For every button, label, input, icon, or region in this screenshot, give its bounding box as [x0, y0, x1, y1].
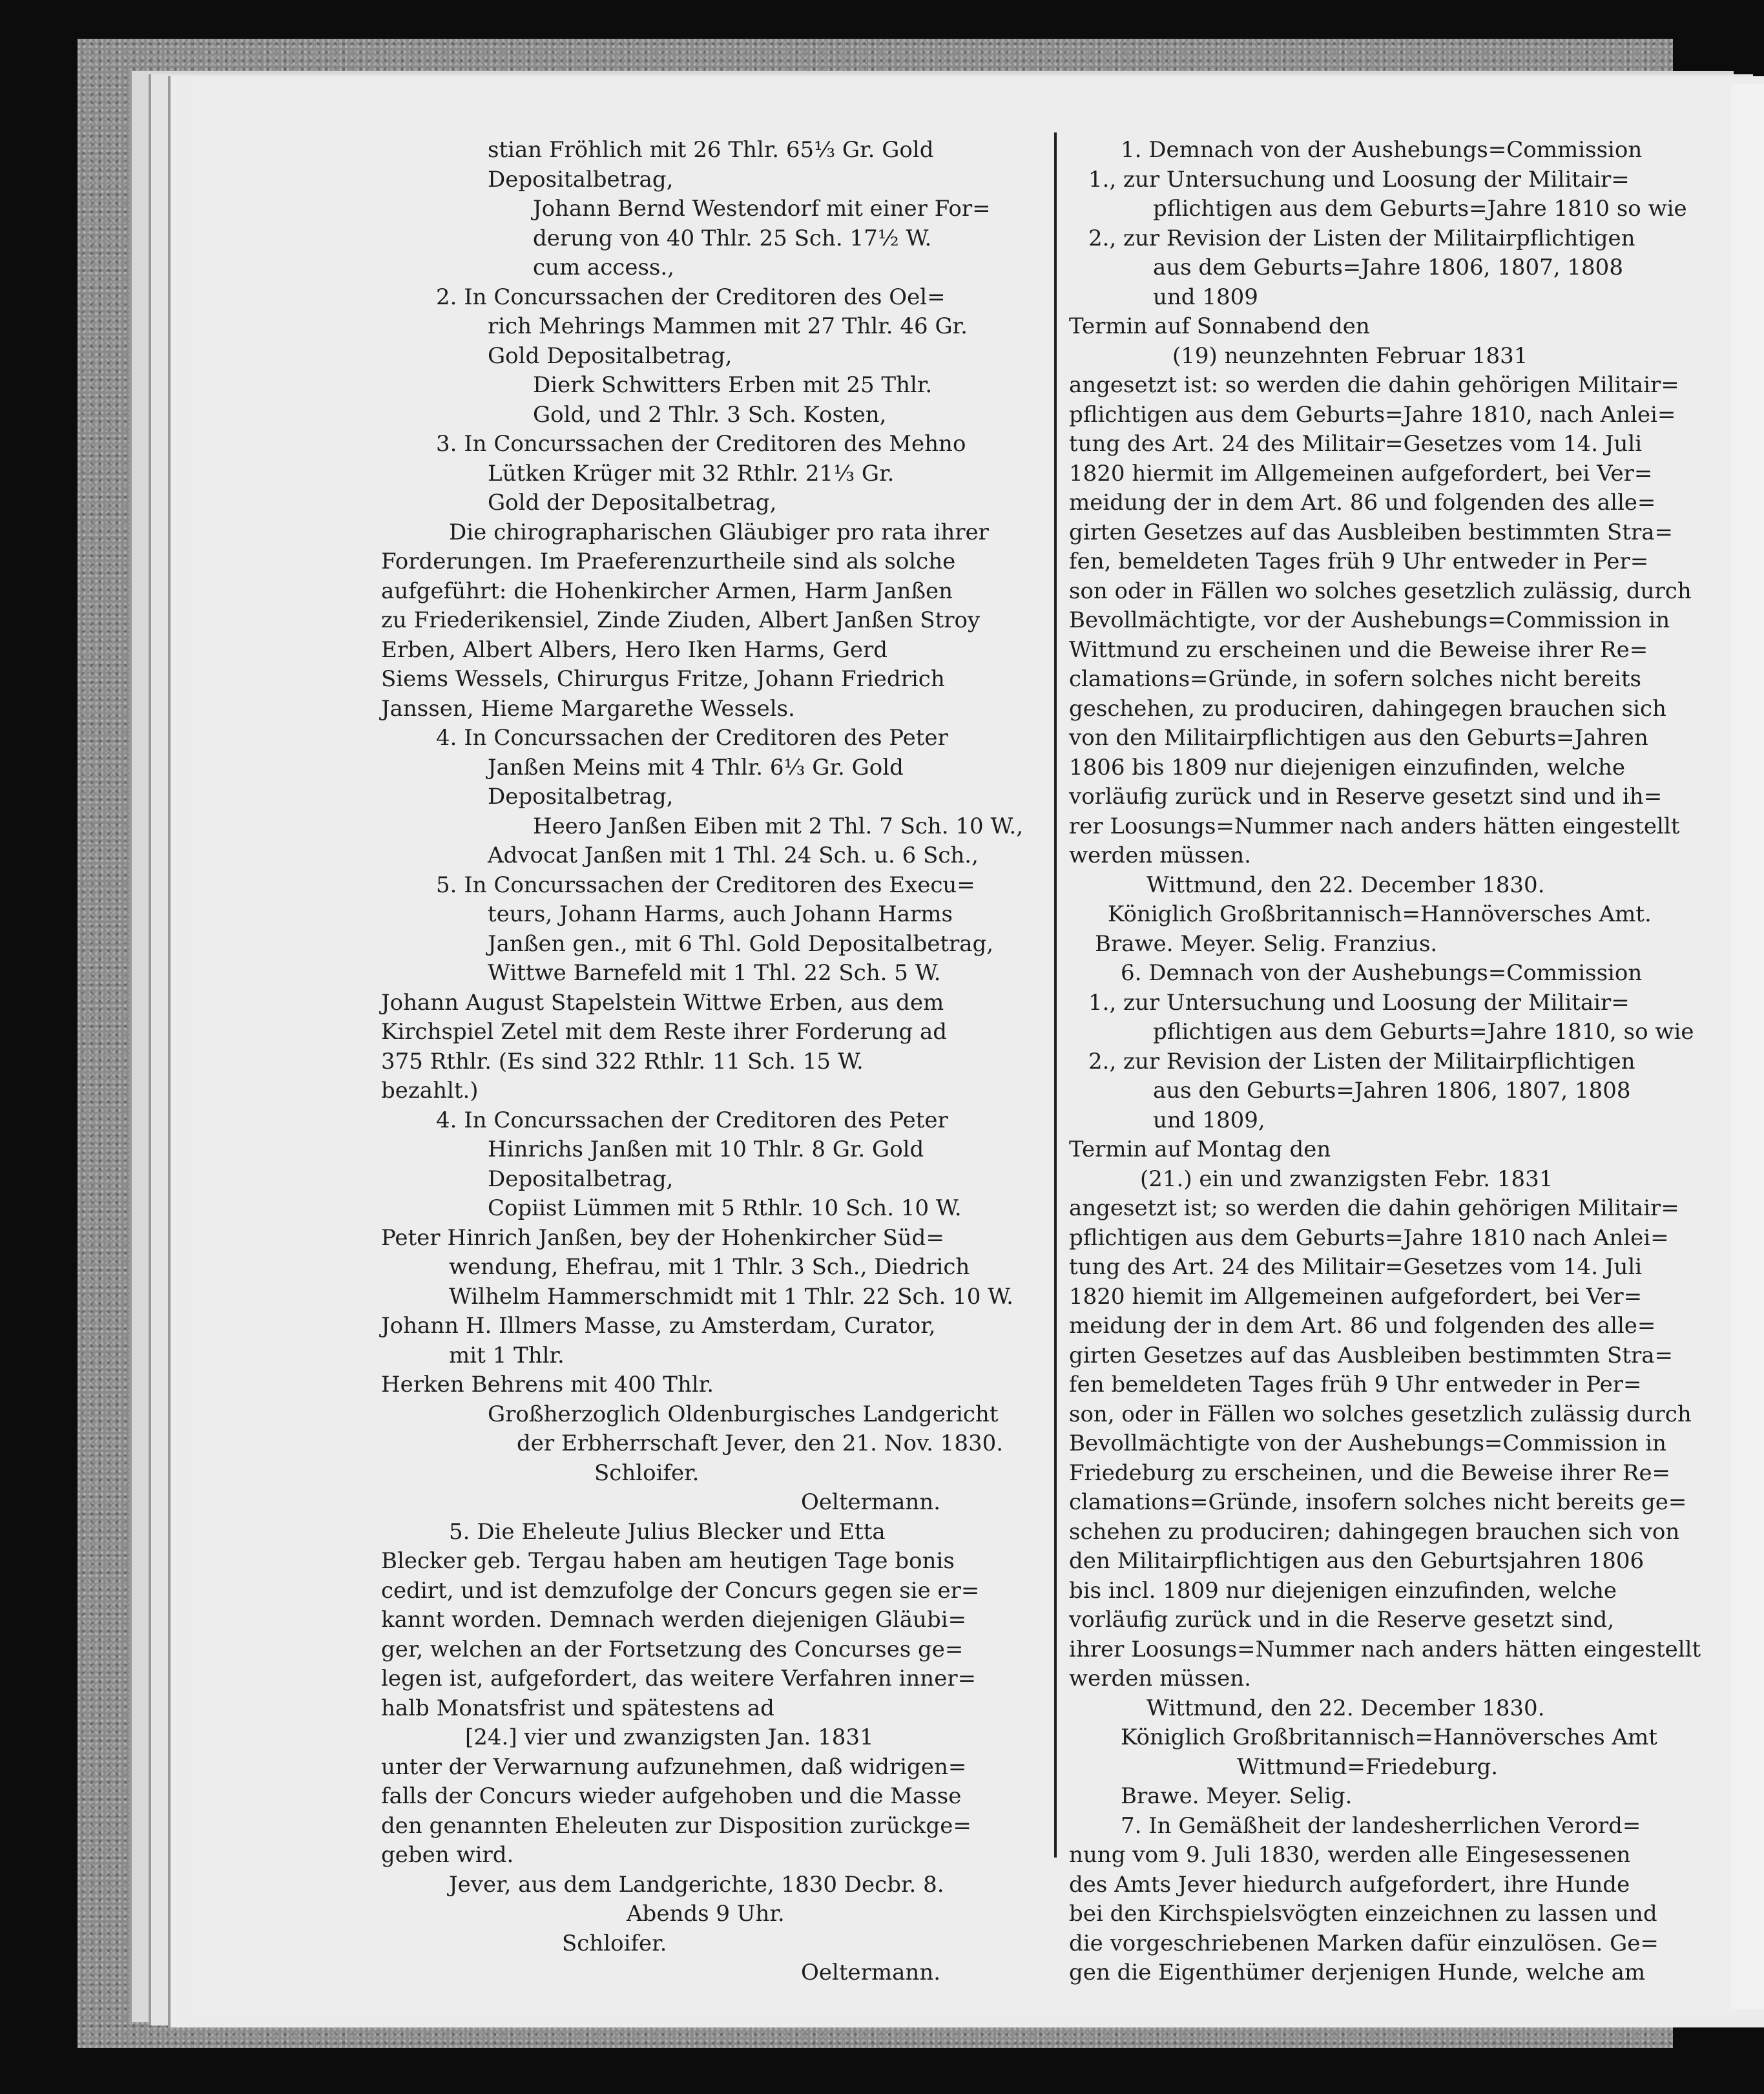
- text-line: Heero Janßen Eiben mit 2 Thl. 7 Sch. 10 W.,: [533, 813, 1024, 839]
- text-line: Wittmund, den 22. December 1830.: [1147, 872, 1545, 898]
- text-line: meidung der in dem Art. 86 und folgenden des alle=: [1069, 490, 1656, 516]
- text-line: fen, bemeldeten Tages früh 9 Uhr entweder in Per=: [1069, 549, 1649, 574]
- text-line: schehen zu produciren; dahingegen brauchen sich von: [1069, 1518, 1680, 1545]
- text-line: angesetzt ist; so werden die dahin gehörigen Militair=: [1069, 1195, 1679, 1221]
- text-line: ihrer Loosungs=Nummer nach anders hätten eingestellt: [1069, 1636, 1701, 1662]
- text-line: 1., zur Untersuchung und Loosung der Militair=: [1088, 989, 1630, 1016]
- text-line: des Amts Jever hiedurch aufgefordert, ihre Hunde: [1069, 1871, 1630, 1898]
- text-line: girten Gesetzes auf das Ausbleiben bestimmten Stra=: [1069, 1342, 1673, 1368]
- text-line: falls der Concurs wieder aufgehoben und die Masse: [381, 1783, 962, 1809]
- text-line: Advocat Janßen mit 1 Thl. 24 Sch. u. 6 Sch.,: [488, 843, 979, 868]
- text-line: cum access.,: [533, 255, 674, 280]
- text-line: tung des Art. 24 des Militair=Gesetzes vom 14. Juli: [1069, 431, 1643, 457]
- text-line: Abends 9 Uhr.: [627, 1901, 785, 1927]
- text-line: Siems Wessels, Chirurgus Fritze, Johann Friedrich: [381, 666, 945, 692]
- text-line: clamations=Gründe, insofern solches nicht bereits ge=: [1069, 1489, 1687, 1515]
- text-line: von den Militairpflichtigen aus den Geburts=Jahren: [1069, 725, 1648, 751]
- text-line: vorläufig zurück und in Reserve gesetzt sind und ih=: [1069, 784, 1663, 810]
- text-line: und 1809: [1153, 284, 1258, 310]
- text-line: der Erbherrschaft Jever, den 21. Nov. 1830.: [517, 1430, 1004, 1456]
- text-line: Termin auf Montag den: [1069, 1136, 1331, 1162]
- text-line: Forderungen. Im Praeferenzurtheile sind als solche: [381, 549, 956, 574]
- text-line: Wittmund zu erscheinen und die Beweise ihrer Re=: [1069, 636, 1648, 663]
- text-line: Blecker geb. Tergau haben am heutigen Tage bonis: [381, 1548, 955, 1574]
- text-line: Großherzoglich Oldenburgisches Landgericht: [488, 1401, 999, 1427]
- text-line: Oeltermann.: [801, 1960, 941, 1985]
- text-line: (21.) ein und zwanzigsten Febr. 1831: [1140, 1166, 1553, 1192]
- text-line: Hinrichs Janßen mit 10 Thlr. 8 Gr. Gold: [488, 1136, 924, 1162]
- right-text-column: [1069, 136, 1715, 1988]
- text-line: Bevollmächtigte, vor der Aushebungs=Commission in: [1069, 607, 1670, 633]
- text-line: Wittmund=Friedeburg.: [1237, 1754, 1499, 1780]
- text-line: und 1809,: [1153, 1107, 1265, 1133]
- text-line: Kirchspiel Zetel mit dem Reste ihrer Forderung ad: [381, 1019, 948, 1045]
- text-line: den Militairpflichtigen aus den Geburtsjahren 1806: [1069, 1548, 1645, 1574]
- text-line: bezahlt.): [381, 1078, 479, 1104]
- text-line: unter der Verwarnung aufzunehmen, daß widrigen=: [381, 1754, 967, 1780]
- text-line: 2., zur Revision der Listen der Militairpflichtigen: [1088, 225, 1635, 251]
- text-line: 7. In Gemäßheit der landesherrlichen Verord=: [1121, 1812, 1641, 1839]
- text-line: tung des Art. 24 des Militair=Gesetzes vom 14. Juli: [1069, 1254, 1643, 1280]
- text-line: Copiist Lümmen mit 5 Rthlr. 10 Sch. 10 W.: [488, 1195, 962, 1221]
- text-line: 4. In Concurssachen der Creditoren des Peter: [436, 725, 948, 751]
- text-line: Wittwe Barnefeld mit 1 Thl. 22 Sch. 5 W.: [488, 960, 941, 986]
- text-line: Jever, aus dem Landgerichte, 1830 Decbr. 8.: [449, 1871, 944, 1898]
- text-line: vorläufig zurück und in die Reserve gesetzt sind,: [1069, 1607, 1615, 1633]
- text-line: angesetzt ist: so werden die dahin gehörigen Militair=: [1069, 372, 1679, 398]
- text-line: 1., zur Untersuchung und Loosung der Militair=: [1088, 166, 1630, 193]
- text-line: aufgeführt: die Hohenkircher Armen, Harm Janßen: [381, 578, 953, 604]
- text-line: nung vom 9. Juli 1830, werden alle Eingesessenen: [1069, 1842, 1631, 1868]
- text-line: Janßen gen., mit 6 Thl. Gold Depositalbetrag,: [488, 930, 994, 957]
- text-line: geschehen, zu produciren, dahingegen brauchen sich: [1069, 695, 1666, 722]
- text-line: Königlich Großbritannisch=Hannöversches Amt: [1121, 1724, 1657, 1750]
- text-line: zu Friederikensiel, Zinde Ziuden, Albert Janßen Stroy: [381, 607, 981, 633]
- text-line: Peter Hinrich Janßen, bey der Hohenkircher Süd=: [381, 1224, 944, 1251]
- text-line: 1820 hiermit im Allgemeinen aufgefordert, bei Ver=: [1069, 460, 1653, 487]
- text-line: Depositalbetrag,: [488, 1166, 674, 1192]
- text-line: Depositalbetrag,: [488, 784, 674, 810]
- text-line: aus dem Geburts=Jahre 1806, 1807, 1808: [1153, 255, 1623, 280]
- text-line: Johann August Stapelstein Wittwe Erben, aus dem: [381, 989, 944, 1016]
- text-line: Dierk Schwitters Erben mit 25 Thlr.: [533, 372, 933, 398]
- text-line: teurs, Johann Harms, auch Johann Harms: [488, 901, 953, 927]
- text-line: Gold der Depositalbetrag,: [488, 490, 777, 516]
- text-line: 3. In Concurssachen der Creditoren des Mehno: [436, 431, 966, 457]
- text-line: ger, welchen an der Fortsetzung des Concurses ge=: [381, 1636, 964, 1662]
- text-line: Brawe. Meyer. Selig. Franzius.: [1095, 930, 1438, 957]
- text-line: girten Gesetzes auf das Ausbleiben bestimmten Stra=: [1069, 519, 1673, 545]
- text-line: wendung, Ehefrau, mit 1 Thlr. 3 Sch., Diedrich: [449, 1254, 970, 1280]
- text-line: rich Mehrings Mammen mit 27 Thlr. 46 Gr.: [488, 313, 968, 339]
- text-line: halb Monatsfrist und spätestens ad: [381, 1695, 774, 1721]
- text-line: pflichtigen aus dem Geburts=Jahre 1810, so wie: [1153, 1019, 1694, 1045]
- column-rule: [1054, 132, 1057, 1858]
- text-line: pflichtigen aus dem Geburts=Jahre 1810 nach Anlei=: [1069, 1224, 1669, 1251]
- text-line: son oder in Fällen wo solches gesetzlich zulässig, durch: [1069, 578, 1692, 604]
- text-line: werden müssen.: [1069, 843, 1251, 868]
- text-line: Depositalbetrag,: [488, 166, 674, 193]
- text-line: (19) neunzehnten Februar 1831: [1172, 342, 1528, 369]
- text-line: Friedeburg zu erscheinen, und die Beweise ihrer Re=: [1069, 1460, 1671, 1486]
- text-line: legen ist, aufgefordert, das weitere Verfahren inner=: [381, 1666, 977, 1691]
- text-line: Termin auf Sonnabend den: [1069, 313, 1370, 339]
- text-line: 1806 bis 1809 nur diejenigen einzufinden, welche: [1069, 754, 1626, 780]
- text-line: stian Fröhlich mit 26 Thlr. 65⅓ Gr. Gold: [488, 137, 934, 163]
- text-line: Gold, und 2 Thlr. 3 Sch. Kosten,: [533, 401, 887, 428]
- text-line: [24.] vier und zwanzigsten Jan. 1831: [465, 1724, 874, 1750]
- text-line: Wilhelm Hammerschmidt mit 1 Thlr. 22 Sch. 10 W.: [449, 1283, 1013, 1310]
- text-line: Königlich Großbritannisch=Hannöversches Amt.: [1108, 901, 1652, 927]
- text-line: clamations=Gründe, in sofern solches nicht bereits: [1069, 666, 1641, 692]
- text-line: Johann H. Illmers Masse, zu Amsterdam, Curator,: [381, 1313, 936, 1339]
- facing-page-edge: [1731, 84, 1764, 2009]
- text-line: derung von 40 Thlr. 25 Sch. 17½ W.: [533, 225, 932, 251]
- text-line: Gold Depositalbetrag,: [488, 342, 732, 369]
- text-line: kannt worden. Demnach werden diejenigen Gläubi=: [381, 1607, 967, 1633]
- text-line: 1820 hiemit im Allgemeinen aufgefordert, bei Ver=: [1069, 1283, 1643, 1310]
- text-line: Oeltermann.: [801, 1489, 941, 1515]
- text-line: die vorgeschriebenen Marken dafür einzulösen. Ge=: [1069, 1930, 1659, 1956]
- text-line: fen bemeldeten Tages früh 9 Uhr entweder in Per=: [1069, 1372, 1642, 1398]
- text-line: 2., zur Revision der Listen der Militairpflichtigen: [1088, 1048, 1635, 1074]
- text-line: 2. In Concurssachen der Creditoren des Oel=: [436, 284, 946, 310]
- text-line: pflichtigen aus dem Geburts=Jahre 1810 so wie: [1153, 196, 1687, 222]
- text-line: Die chirographarischen Gläubiger pro rata ihrer: [449, 519, 989, 545]
- text-line: Janssen, Hieme Margarethe Wessels.: [381, 695, 795, 722]
- text-line: geben wird.: [381, 1842, 514, 1868]
- text-line: Schloifer.: [594, 1460, 700, 1486]
- left-text-column: [381, 136, 1024, 1988]
- text-line: bis incl. 1809 nur diejenigen einzufinden, welche: [1069, 1577, 1617, 1604]
- text-line: pflichtigen aus dem Geburts=Jahre 1810, nach Anlei=: [1069, 401, 1676, 428]
- text-line: Herken Behrens mit 400 Thlr.: [381, 1372, 714, 1398]
- text-line: bei den Kirchspielsvögten einzeichnen zu lassen und: [1069, 1901, 1657, 1927]
- text-line: Bevollmächtigte von der Aushebungs=Commission in: [1069, 1430, 1666, 1456]
- text-line: Wittmund, den 22. December 1830.: [1147, 1695, 1545, 1721]
- text-line: cedirt, und ist demzufolge der Concurs gegen sie er=: [381, 1577, 980, 1604]
- text-line: rer Loosungs=Nummer nach anders hätten eingestellt: [1069, 813, 1680, 839]
- text-line: aus den Geburts=Jahren 1806, 1807, 1808: [1153, 1078, 1631, 1104]
- text-line: werden müssen.: [1069, 1666, 1251, 1691]
- text-line: Lütken Krüger mit 32 Rthlr. 21⅓ Gr.: [488, 460, 895, 487]
- text-line: Janßen Meins mit 4 Thlr. 6⅓ Gr. Gold: [488, 754, 904, 780]
- text-line: meidung der in dem Art. 86 und folgenden des alle=: [1069, 1313, 1656, 1339]
- text-line: 5. Die Eheleute Julius Blecker und Etta: [449, 1518, 886, 1545]
- text-line: den genannten Eheleuten zur Disposition zurückge=: [381, 1812, 971, 1839]
- text-line: 375 Rthlr. (Es sind 322 Rthlr. 11 Sch. 15 W.: [381, 1048, 864, 1074]
- text-line: Brawe. Meyer. Selig.: [1121, 1783, 1353, 1809]
- text-line: 6. Demnach von der Aushebungs=Commission: [1121, 960, 1643, 986]
- text-line: gen die Eigenthümer derjenigen Hunde, welche am: [1069, 1960, 1646, 1985]
- text-line: 4. In Concurssachen der Creditoren des Peter: [436, 1107, 948, 1133]
- text-line: 5. In Concurssachen der Creditoren des Execu=: [436, 872, 975, 898]
- text-line: mit 1 Thlr.: [449, 1342, 565, 1368]
- text-line: Erben, Albert Albers, Hero Iken Harms, Gerd: [381, 636, 888, 663]
- text-line: son, oder in Fällen wo solches gesetzlich zulässig durch: [1069, 1401, 1692, 1427]
- text-line: 1. Demnach von der Aushebungs=Commission: [1121, 137, 1643, 163]
- text-line: Johann Bernd Westendorf mit einer For=: [533, 196, 991, 222]
- text-line: Schloifer.: [562, 1930, 667, 1956]
